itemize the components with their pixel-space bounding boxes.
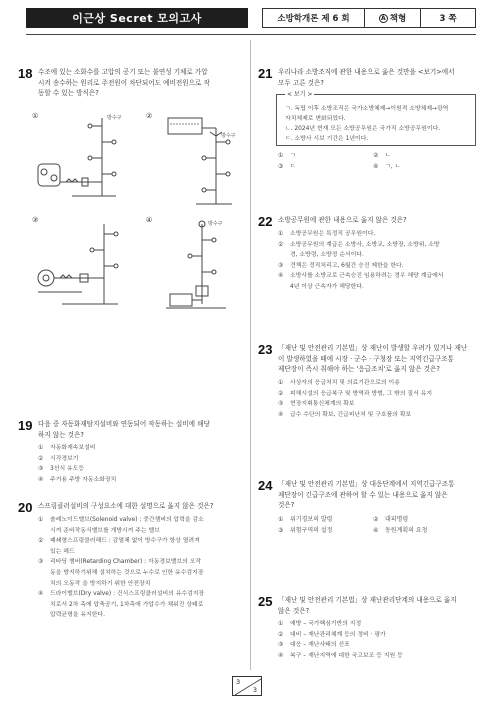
option-4[interactable]: ④ 동원계획의 요청	[373, 527, 428, 534]
subject-label: 소방학개론 제 6 회	[263, 9, 365, 27]
option-1[interactable]: ① 자동화재속보설비	[38, 445, 96, 451]
pump-system-diagram	[32, 216, 132, 314]
option-4[interactable]: ④ 복구 – 재난지역에 대한 국고보조 등 지원 등	[278, 652, 403, 659]
option-4[interactable]: ④ 소방사를 소방교로 근속승진 임용하려는 경우 해당 계급에서 4년 이상 근속자가 해당한다.	[278, 273, 444, 290]
question-19	[18, 418, 246, 498]
diagram-4	[146, 216, 246, 314]
option-2[interactable]: ② 대비 – 재난관리체계 등의 정비 · 평가	[278, 631, 386, 638]
question-number: 20	[18, 500, 33, 515]
bogi-line-1: ㄱ. 독립 이후 소방조직은 국가소방체제→이원적 소방체제→광역	[285, 106, 449, 112]
option-2[interactable]: ② ㄴ	[373, 152, 391, 159]
column-divider	[250, 40, 251, 670]
option-3[interactable]: ③ 대응 – 재난사태의 선포	[278, 642, 350, 649]
option-3[interactable]: ③ 리타딩 챔버(Retarding Chamber) : 자동경보밸브의 오작 동을 방지하기위해 설치하는 것으로 누수로 인한 유수검지장 치의 오동작 을 방지하기 위한 안전장치	[38, 559, 204, 587]
bogi-line-2: 자치체제로 변화되었다.	[285, 116, 346, 122]
bogi-line-3: ㄴ. 2024년 현재 모든 소방공무원은 국가직 소방공무원이다.	[285, 126, 441, 132]
question-stem: 스프링클러설비의 구성요소에 대한 설명으로 옳지 않은 것은?	[38, 502, 214, 510]
question-25	[258, 594, 480, 674]
option-list	[278, 150, 468, 172]
option-list	[278, 378, 478, 420]
option-1[interactable]: ① 소방공무원은 특정직 공무원이다.	[278, 231, 376, 237]
option-1[interactable]: ① 사상자의 응급처치 및 의료기관으로의 이송	[278, 380, 400, 386]
option-3[interactable]: ③ 3선식 유도등	[38, 466, 85, 473]
question-stem: 다음 중 자동화재탐지설비와 연동되어 작동하는 설비에 해당 하지 않는 것은?	[38, 420, 210, 439]
question-stem: 우리나라 소방조직에 관한 내용으로 옳은 것만을 <보기>에서 모두 고른 것은?	[278, 68, 455, 87]
option-2[interactable]: ② 대피명령	[373, 516, 409, 523]
option-2[interactable]: ② 시각경보기	[38, 455, 79, 462]
option-2[interactable]: ② 소방공무원의 계급은 소방사, 소방교, 소방장, 소방위, 소방 경, 소방령, 소방정 순서이다.	[278, 241, 440, 259]
question-number: 23	[258, 342, 273, 357]
header-rule	[26, 34, 476, 35]
option-1[interactable]: ① ㄱ	[278, 152, 296, 159]
question-stem: 「재난 및 안전관리 기본법」상 재난관리단계의 내용으로 옳지 않은 것은?	[278, 596, 457, 615]
bogi-label: < 보기 >	[287, 91, 313, 98]
question-18	[18, 66, 246, 316]
gravity-tank-diagram	[146, 216, 246, 314]
option-4[interactable]: ④ 주거용 주방 자동소화장치	[38, 476, 117, 483]
option-list	[278, 619, 478, 661]
option-list	[278, 514, 468, 536]
question-number: 18	[18, 66, 33, 81]
question-22	[258, 214, 480, 324]
option-4[interactable]: ④ 급수 수단의 확보, 긴급피난처 및 구호품의 확보	[278, 411, 412, 418]
bogi-line-4: ㄷ. 소방사 시보 기간은 1년이다.	[285, 136, 369, 142]
diagram-2	[146, 112, 246, 210]
question-stem: 「재난 및 안전관리 기본법」상 대응단계에서 지역긴급구조통 제단장이 긴급구조에 관하여 할 수 있는 내용으로 옳지 않은 것은?	[278, 480, 455, 509]
diagram-label-4: ④	[146, 216, 153, 224]
option-3[interactable]: ③ ㄷ	[278, 163, 296, 170]
option-4[interactable]: ④ ㄱ, ㄴ	[373, 163, 401, 170]
question-23	[258, 342, 480, 452]
question-20	[18, 500, 246, 680]
question-24	[258, 478, 480, 558]
diagram-3	[32, 216, 132, 314]
option-3[interactable]: ③ 위험구역의 설정	[278, 527, 333, 534]
option-list	[38, 515, 244, 621]
option-4[interactable]: ④ 드라이밸브(Dry valve) : 건식스프링클러설비의 유수검지장 치로서 2차 측에 압축공기, 1차측에 가압수가 채워진 상태로 압력균형을 유지한다.	[38, 591, 205, 619]
question-number: 19	[18, 418, 33, 433]
type-mark: A	[379, 14, 388, 23]
outlet-label-1: 방수구	[107, 115, 122, 121]
current-page: 3	[236, 678, 241, 686]
diagram-1	[32, 112, 132, 210]
type-label: 책형	[389, 14, 407, 24]
option-2[interactable]: ② 피해시설의 응급복구 및 방역과 방범, 그 밖의 질서 유지	[278, 390, 433, 397]
bogi-box	[276, 91, 476, 146]
pressure-tank-diagram	[32, 112, 132, 210]
outlet-label-4: 방수구	[208, 221, 223, 227]
question-number: 25	[258, 594, 273, 609]
diagram-label-3: ③	[32, 216, 39, 224]
question-number: 24	[258, 478, 273, 493]
question-number: 22	[258, 214, 273, 229]
question-number: 21	[258, 66, 273, 81]
option-3[interactable]: ③ 견책은 정직처리고, 6월간 승진 제한을 한다.	[278, 262, 404, 269]
option-2[interactable]: ② 패쇄형스프링클러헤드 : 감열체 없이 방수구가 항상 열려져 있는 헤드	[38, 538, 200, 555]
diagram-label-2: ②	[146, 112, 153, 120]
option-1[interactable]: ① 위기경보의 발령	[278, 516, 333, 523]
question-stem: 소방공무원에 관한 내용으로 옳지 않은 것은?	[278, 216, 407, 224]
option-list	[38, 443, 116, 485]
question-stem: 수조에 있는 소화수를 고압의 공기 또는 불연성 기체로 가압 시켜 송수하는 원리로 주전원이 차단되어도 예비전원으로 작 동할 수 있는 방식은?	[38, 68, 210, 97]
exam-title: 이근상 Secret 모의고사	[26, 8, 248, 28]
total-pages: 3	[252, 686, 257, 694]
exam-info-box	[262, 8, 476, 28]
question-21	[258, 66, 480, 176]
elevated-tank-diagram	[146, 112, 246, 210]
page-label: 3 쪽	[439, 14, 457, 24]
diagram-label-1: ①	[32, 112, 39, 120]
option-list	[278, 229, 478, 293]
outlet-label-2: 방수구	[221, 133, 236, 139]
option-1[interactable]: ① 예방 – 국가핵심기반의 지정	[278, 621, 362, 627]
booklet-type	[365, 9, 421, 27]
page-number-box	[232, 676, 262, 696]
option-1[interactable]: ① 솔레노이드밸브(Solenoid valve) : 중간챔버의 압력을 감소 시켜 준비작동식밸브를 개방시켜 주는 밸브	[38, 517, 204, 534]
option-3[interactable]: ③ 현장지휘통신체계의 확보	[278, 401, 355, 408]
question-stem: 「재난 및 안전관리 기본법」상 재난이 발생할 우려가 있거나 재난 이 발생하였을 때에 시장 · 군수 · 구청장 또는 지역긴급구조통 제단장이 즉시 취해야 하는 '응급조치'로 옳지 않은 것은?	[278, 344, 468, 373]
